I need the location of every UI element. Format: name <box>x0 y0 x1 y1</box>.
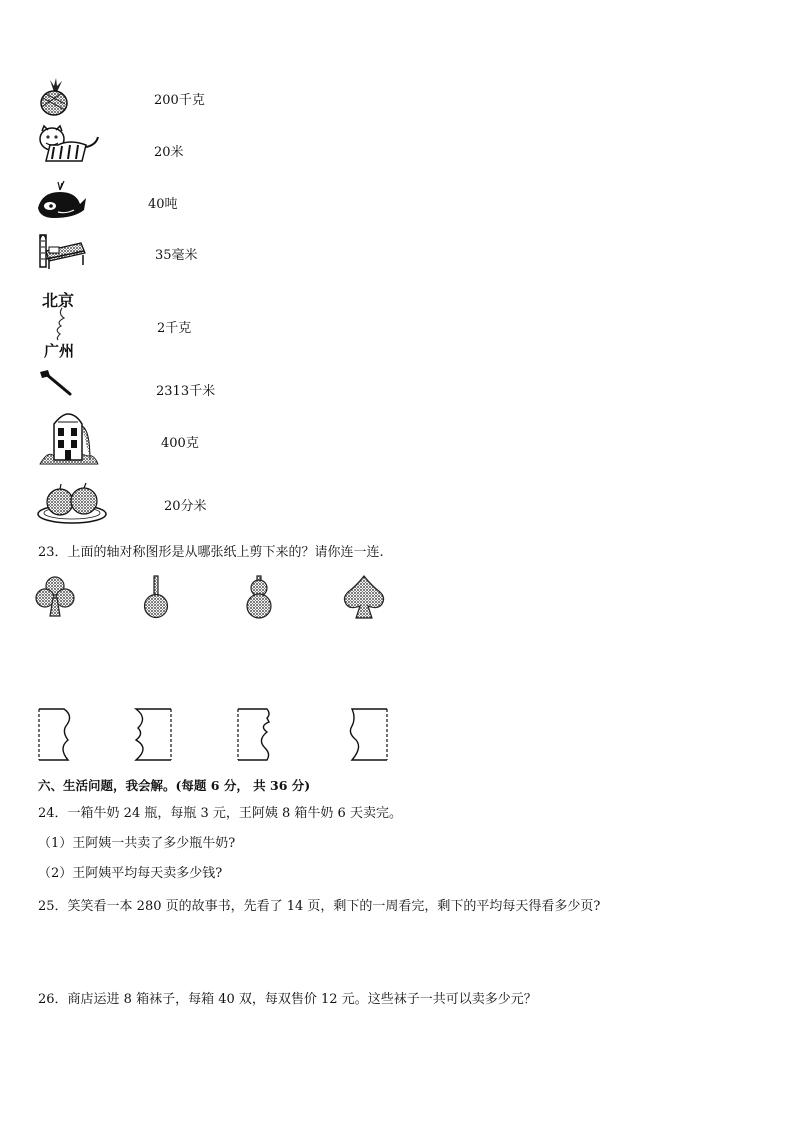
question-24-part-1: （1）王阿姨一共卖了多少瓶牛奶? <box>38 836 236 851</box>
whale-icon <box>36 178 86 220</box>
value-label: 2313千米 <box>156 384 216 399</box>
nail-icon <box>38 368 74 398</box>
map-city-top: 北京 <box>42 291 75 310</box>
question-25: 25．笑笑看一本 280 页的故事书，先看了 14 页，剩下的一周看完，剩下的平均每天得看多少页? <box>38 899 601 914</box>
spade-shape-icon <box>342 574 386 620</box>
folded-paper-d-icon <box>346 708 388 762</box>
folded-paper-c-icon <box>237 708 277 762</box>
building-icon <box>38 410 100 466</box>
value-label: 20米 <box>154 145 184 160</box>
question-23: 23．上面的轴对称图形是从哪张纸上剪下来的？请你连一连. <box>38 545 384 560</box>
club-shape-icon <box>36 576 74 618</box>
value-label: 20分米 <box>164 499 207 514</box>
value-label: 2千克 <box>157 321 192 336</box>
tiger-icon <box>36 125 102 165</box>
bed-icon <box>37 229 87 271</box>
section-title: 六、生活问题，我会解。(每题 6 分， 共 36 分) <box>38 778 311 793</box>
value-label: 40吨 <box>148 197 178 212</box>
question-24-part-2: （2）王阿姨平均每天卖多少钱? <box>38 866 223 881</box>
pineapple-icon <box>36 78 72 116</box>
value-label: 400克 <box>161 436 199 451</box>
value-label: 200千克 <box>154 93 205 108</box>
folded-paper-b-icon <box>132 708 172 762</box>
value-label: 35毫米 <box>155 248 198 263</box>
folded-paper-a-icon <box>38 708 76 762</box>
map-city-bottom: 广州 <box>44 342 75 360</box>
gourd-shape-icon <box>244 574 274 620</box>
racket-shape-icon <box>142 574 170 620</box>
apples-plate-icon <box>36 480 108 524</box>
map-route-icon <box>40 288 84 360</box>
question-24: 24．一箱牛奶 24 瓶，每瓶 3 元，王阿姨 8 箱牛奶 6 天卖完。 <box>38 806 402 821</box>
question-26: 26．商店运进 8 箱袜子，每箱 40 双，每双售价 12 元。这些袜子一共可以卖多少元？ <box>38 992 537 1007</box>
